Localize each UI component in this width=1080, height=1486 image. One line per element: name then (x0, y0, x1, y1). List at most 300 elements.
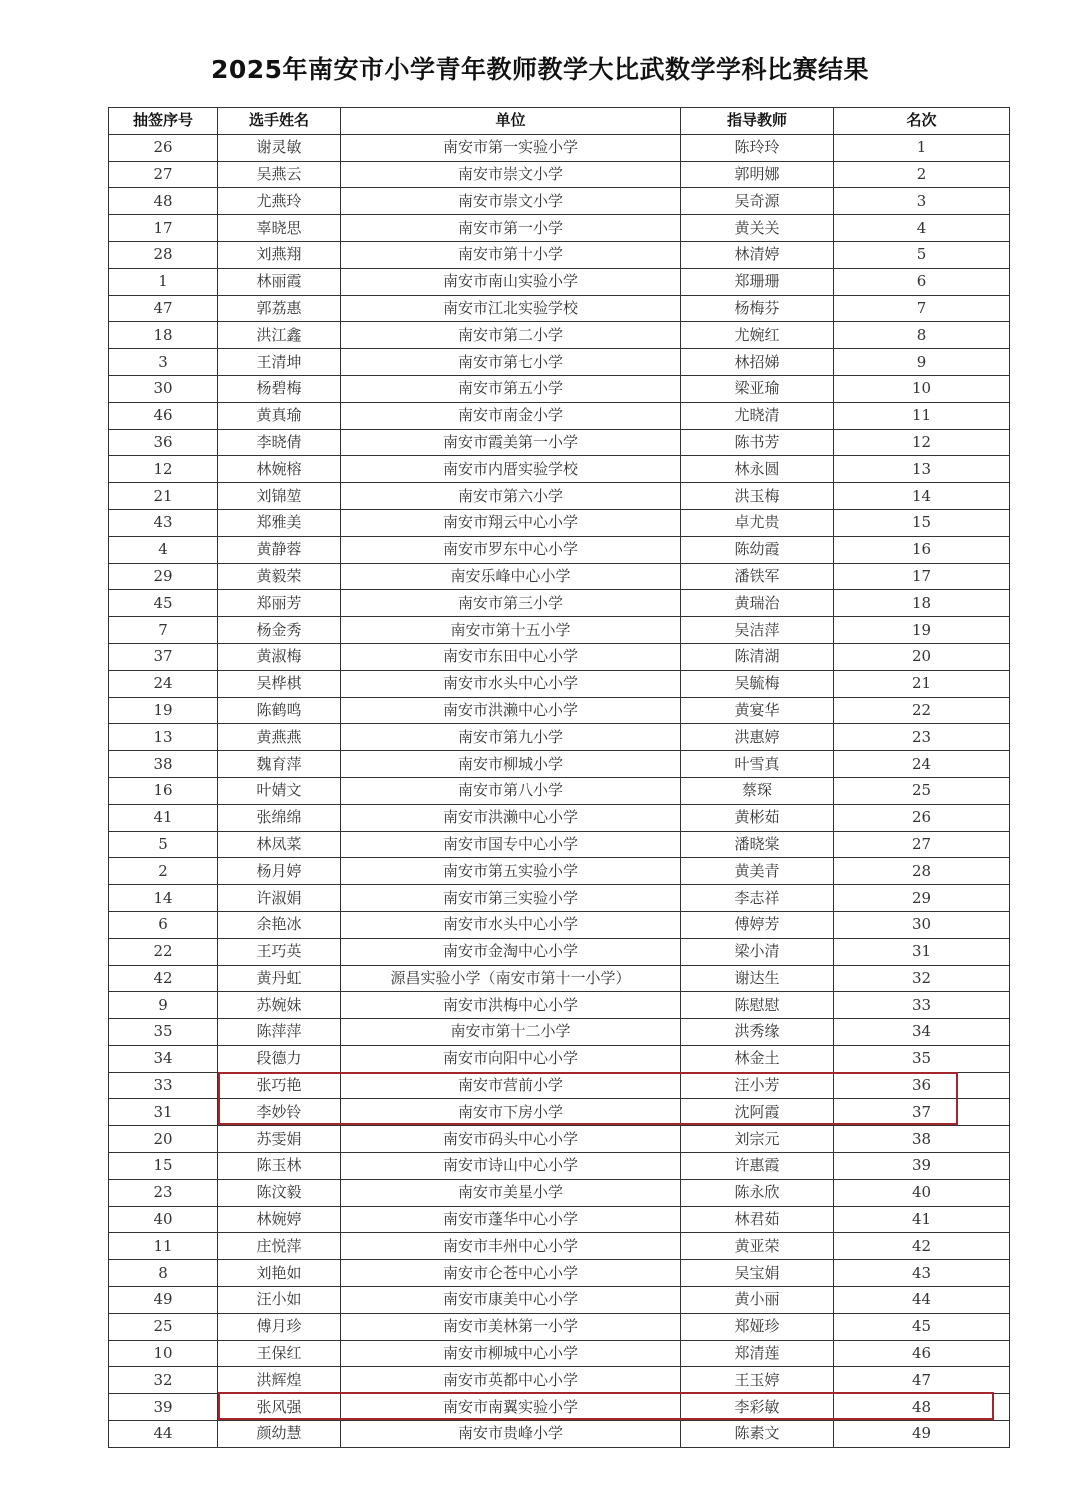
table-row (109, 349, 1010, 376)
rank-cell: 14 (834, 483, 1010, 510)
contestant-name-cell: 洪辉煌 (218, 1367, 341, 1394)
rank-cell: 36 (834, 1072, 1010, 1099)
school-cell: 南安市洪濑中心小学 (341, 804, 681, 831)
contestant-name-cell: 郭荔惠 (218, 295, 341, 322)
rank-cell: 46 (834, 1340, 1010, 1367)
table-row (109, 992, 1010, 1019)
contestant-name-cell: 辜晓思 (218, 215, 341, 242)
rank-cell: 37 (834, 1099, 1010, 1126)
school-cell: 南安市美星小学 (341, 1179, 681, 1206)
table-row (109, 670, 1010, 697)
table-row (109, 241, 1010, 268)
table-row (109, 724, 1010, 751)
rank-cell: 4 (834, 215, 1010, 242)
contestant-name-cell: 林丽霞 (218, 268, 341, 295)
mentor-cell: 郑清莲 (681, 1340, 834, 1367)
school-cell: 南安市仑苍中心小学 (341, 1260, 681, 1287)
draw-number-cell: 35 (109, 1019, 218, 1046)
contestant-name-cell: 林凤菜 (218, 831, 341, 858)
mentor-cell: 许惠霞 (681, 1153, 834, 1180)
school-cell: 南安市水头中心小学 (341, 911, 681, 938)
school-cell: 南安市第一实验小学 (341, 134, 681, 161)
draw-number-cell: 4 (109, 536, 218, 563)
school-cell: 南安市罗东中心小学 (341, 536, 681, 563)
draw-number-cell: 29 (109, 563, 218, 590)
contestant-name-cell: 段德力 (218, 1045, 341, 1072)
contestant-name-cell: 李妙铃 (218, 1099, 341, 1126)
mentor-cell: 陈素文 (681, 1421, 834, 1448)
rank-cell: 7 (834, 295, 1010, 322)
mentor-cell: 洪惠婷 (681, 724, 834, 751)
rank-cell: 22 (834, 697, 1010, 724)
rank-cell: 45 (834, 1313, 1010, 1340)
contestant-name-cell: 吴桦棋 (218, 670, 341, 697)
school-cell: 南安市崇文小学 (341, 161, 681, 188)
contestant-name-cell: 林婉婷 (218, 1206, 341, 1233)
mentor-cell: 李彩敏 (681, 1394, 834, 1421)
school-cell: 南安市康美中心小学 (341, 1287, 681, 1314)
draw-number-cell: 9 (109, 992, 218, 1019)
mentor-cell: 梁亚瑜 (681, 375, 834, 402)
table-row (109, 1045, 1010, 1072)
draw-number-cell: 10 (109, 1340, 218, 1367)
mentor-cell: 王玉婷 (681, 1367, 834, 1394)
draw-number-cell: 39 (109, 1394, 218, 1421)
mentor-cell: 陈清湖 (681, 643, 834, 670)
school-cell: 南安市蓬华中心小学 (341, 1206, 681, 1233)
draw-number-cell: 40 (109, 1206, 218, 1233)
rank-cell: 3 (834, 188, 1010, 215)
contestant-name-cell: 刘锦堃 (218, 483, 341, 510)
school-cell: 南安市第三小学 (341, 590, 681, 617)
mentor-cell: 黄彬茹 (681, 804, 834, 831)
school-cell: 南安市东田中心小学 (341, 643, 681, 670)
school-cell: 南安市内厝实验学校 (341, 456, 681, 483)
mentor-cell: 林招娣 (681, 349, 834, 376)
draw-number-cell: 11 (109, 1233, 218, 1260)
rank-cell: 6 (834, 268, 1010, 295)
header-rank: 名次 (834, 108, 1010, 135)
table-row (109, 483, 1010, 510)
rank-cell: 49 (834, 1421, 1010, 1448)
table-row (109, 804, 1010, 831)
mentor-cell: 陈永欣 (681, 1179, 834, 1206)
mentor-cell: 刘宗元 (681, 1126, 834, 1153)
draw-number-cell: 15 (109, 1153, 218, 1180)
rank-cell: 13 (834, 456, 1010, 483)
mentor-cell: 洪秀缘 (681, 1019, 834, 1046)
school-cell: 南安市丰州中心小学 (341, 1233, 681, 1260)
school-cell: 南安市第九小学 (341, 724, 681, 751)
rank-cell: 11 (834, 402, 1010, 429)
contestant-name-cell: 谢灵敏 (218, 134, 341, 161)
rank-cell: 1 (834, 134, 1010, 161)
table-row (109, 429, 1010, 456)
rank-cell: 47 (834, 1367, 1010, 1394)
contestant-name-cell: 颜幼慧 (218, 1421, 341, 1448)
draw-number-cell: 6 (109, 911, 218, 938)
table-row (109, 509, 1010, 536)
contestant-name-cell: 陈汶毅 (218, 1179, 341, 1206)
table-row (109, 965, 1010, 992)
table-row (109, 697, 1010, 724)
mentor-cell: 吴毓梅 (681, 670, 834, 697)
contestant-name-cell: 林婉榕 (218, 456, 341, 483)
rank-cell: 32 (834, 965, 1010, 992)
mentor-cell: 汪小芳 (681, 1072, 834, 1099)
rank-cell: 39 (834, 1153, 1010, 1180)
table-row (109, 402, 1010, 429)
draw-number-cell: 18 (109, 322, 218, 349)
mentor-cell: 傅婷芳 (681, 911, 834, 938)
school-cell: 南安市第十小学 (341, 241, 681, 268)
header-draw-number: 抽签序号 (109, 108, 218, 135)
draw-number-cell: 45 (109, 590, 218, 617)
rank-cell: 42 (834, 1233, 1010, 1260)
contestant-name-cell: 尤燕玲 (218, 188, 341, 215)
school-cell: 南安市南山实验小学 (341, 268, 681, 295)
school-cell: 南安市英都中心小学 (341, 1367, 681, 1394)
school-cell: 南安市翔云中心小学 (341, 509, 681, 536)
rank-cell: 30 (834, 911, 1010, 938)
school-cell: 南安市第七小学 (341, 349, 681, 376)
draw-number-cell: 49 (109, 1287, 218, 1314)
mentor-cell: 卓尤贵 (681, 509, 834, 536)
rank-cell: 16 (834, 536, 1010, 563)
draw-number-cell: 33 (109, 1072, 218, 1099)
draw-number-cell: 38 (109, 751, 218, 778)
rank-cell: 9 (834, 349, 1010, 376)
mentor-cell: 黄宴华 (681, 697, 834, 724)
header-school: 单位 (341, 108, 681, 135)
rank-cell: 31 (834, 938, 1010, 965)
contestant-name-cell: 郑丽芳 (218, 590, 341, 617)
contestant-name-cell: 李晓倩 (218, 429, 341, 456)
contestant-name-cell: 刘燕翔 (218, 241, 341, 268)
table-row (109, 1072, 1010, 1099)
draw-number-cell: 25 (109, 1313, 218, 1340)
draw-number-cell: 24 (109, 670, 218, 697)
rank-cell: 2 (834, 161, 1010, 188)
table-row (109, 1019, 1010, 1046)
rank-cell: 8 (834, 322, 1010, 349)
mentor-cell: 杨梅芬 (681, 295, 834, 322)
table-row (109, 1394, 1010, 1421)
table-row (109, 1367, 1010, 1394)
draw-number-cell: 26 (109, 134, 218, 161)
table-row (109, 1287, 1010, 1314)
mentor-cell: 梁小清 (681, 938, 834, 965)
mentor-cell: 黄美青 (681, 858, 834, 885)
draw-number-cell: 31 (109, 1099, 218, 1126)
mentor-cell: 郑娅珍 (681, 1313, 834, 1340)
rank-cell: 35 (834, 1045, 1010, 1072)
rank-cell: 5 (834, 241, 1010, 268)
contestant-name-cell: 黄燕燕 (218, 724, 341, 751)
school-cell: 南安市第三实验小学 (341, 885, 681, 912)
draw-number-cell: 48 (109, 188, 218, 215)
rank-cell: 20 (834, 643, 1010, 670)
rank-cell: 33 (834, 992, 1010, 1019)
school-cell: 南安市第十二小学 (341, 1019, 681, 1046)
table-row (109, 536, 1010, 563)
table-row (109, 456, 1010, 483)
contestant-name-cell: 王保红 (218, 1340, 341, 1367)
school-cell: 南安市崇文小学 (341, 188, 681, 215)
draw-number-cell: 13 (109, 724, 218, 751)
mentor-cell: 尤婉红 (681, 322, 834, 349)
school-cell: 南安市南金小学 (341, 402, 681, 429)
contestant-name-cell: 陈萍萍 (218, 1019, 341, 1046)
school-cell: 南安乐峰中心小学 (341, 563, 681, 590)
draw-number-cell: 2 (109, 858, 218, 885)
contestant-name-cell: 黄毅荣 (218, 563, 341, 590)
mentor-cell: 沈阿霞 (681, 1099, 834, 1126)
rank-cell: 12 (834, 429, 1010, 456)
draw-number-cell: 47 (109, 295, 218, 322)
school-cell: 南安市柳城中心小学 (341, 1340, 681, 1367)
mentor-cell: 林君茹 (681, 1206, 834, 1233)
page-title: 2025年南安市小学青年教师教学大比武数学学科比赛结果 (210, 55, 870, 84)
draw-number-cell: 42 (109, 965, 218, 992)
school-cell: 南安市水头中心小学 (341, 670, 681, 697)
draw-number-cell: 44 (109, 1421, 218, 1448)
draw-number-cell: 14 (109, 885, 218, 912)
rank-cell: 43 (834, 1260, 1010, 1287)
mentor-cell: 黄瑞治 (681, 590, 834, 617)
draw-number-cell: 37 (109, 643, 218, 670)
mentor-cell: 吴洁萍 (681, 617, 834, 644)
rank-cell: 10 (834, 375, 1010, 402)
draw-number-cell: 27 (109, 161, 218, 188)
draw-number-cell: 32 (109, 1367, 218, 1394)
table-row (109, 643, 1010, 670)
draw-number-cell: 5 (109, 831, 218, 858)
contestant-name-cell: 汪小如 (218, 1287, 341, 1314)
table-row (109, 268, 1010, 295)
draw-number-cell: 28 (109, 241, 218, 268)
school-cell: 南安市美林第一小学 (341, 1313, 681, 1340)
header-mentor: 指导教师 (681, 108, 834, 135)
table-row (109, 1233, 1010, 1260)
contestant-name-cell: 庄悦萍 (218, 1233, 341, 1260)
mentor-cell: 尤晓清 (681, 402, 834, 429)
rank-cell: 24 (834, 751, 1010, 778)
contestant-name-cell: 余艳冰 (218, 911, 341, 938)
contestant-name-cell: 王清坤 (218, 349, 341, 376)
draw-number-cell: 20 (109, 1126, 218, 1153)
mentor-cell: 林清婷 (681, 241, 834, 268)
mentor-cell: 蔡琛 (681, 777, 834, 804)
contestant-name-cell: 刘艳如 (218, 1260, 341, 1287)
contestant-name-cell: 张巧艳 (218, 1072, 341, 1099)
contestant-name-cell: 苏雯娟 (218, 1126, 341, 1153)
mentor-cell: 黄亚荣 (681, 1233, 834, 1260)
rank-cell: 48 (834, 1394, 1010, 1421)
school-cell: 南安市贵峰小学 (341, 1421, 681, 1448)
header-contestant-name: 选手姓名 (218, 108, 341, 135)
contestant-name-cell: 傅月珍 (218, 1313, 341, 1340)
table-row (109, 375, 1010, 402)
draw-number-cell: 23 (109, 1179, 218, 1206)
school-cell: 南安市柳城小学 (341, 751, 681, 778)
draw-number-cell: 8 (109, 1260, 218, 1287)
contestant-name-cell: 许淑娟 (218, 885, 341, 912)
mentor-cell: 郑珊珊 (681, 268, 834, 295)
draw-number-cell: 36 (109, 429, 218, 456)
school-cell: 南安市第八小学 (341, 777, 681, 804)
table-row (109, 858, 1010, 885)
rank-cell: 17 (834, 563, 1010, 590)
draw-number-cell: 46 (109, 402, 218, 429)
mentor-cell: 黄关关 (681, 215, 834, 242)
school-cell: 南安市国专中心小学 (341, 831, 681, 858)
rank-cell: 44 (834, 1287, 1010, 1314)
contestant-name-cell: 郑雅美 (218, 509, 341, 536)
mentor-cell: 李志祥 (681, 885, 834, 912)
rank-cell: 19 (834, 617, 1010, 644)
contestant-name-cell: 黄真瑜 (218, 402, 341, 429)
contestant-name-cell: 杨碧梅 (218, 375, 341, 402)
results-table (108, 107, 1010, 1448)
contestant-name-cell: 陈鹤鸣 (218, 697, 341, 724)
mentor-cell: 潘晓棠 (681, 831, 834, 858)
rank-cell: 38 (834, 1126, 1010, 1153)
school-cell: 南安市第五小学 (341, 375, 681, 402)
draw-number-cell: 16 (109, 777, 218, 804)
rank-cell: 28 (834, 858, 1010, 885)
contestant-name-cell: 苏婉妹 (218, 992, 341, 1019)
rank-cell: 18 (834, 590, 1010, 617)
draw-number-cell: 3 (109, 349, 218, 376)
rank-cell: 29 (834, 885, 1010, 912)
contestant-name-cell: 魏育萍 (218, 751, 341, 778)
school-cell: 南安市金淘中心小学 (341, 938, 681, 965)
mentor-cell: 陈慰慰 (681, 992, 834, 1019)
draw-number-cell: 43 (109, 509, 218, 536)
table-row (109, 1313, 1010, 1340)
draw-number-cell: 41 (109, 804, 218, 831)
table-row (109, 188, 1010, 215)
contestant-name-cell: 杨月婷 (218, 858, 341, 885)
contestant-name-cell: 杨金秀 (218, 617, 341, 644)
draw-number-cell: 21 (109, 483, 218, 510)
draw-number-cell: 12 (109, 456, 218, 483)
mentor-cell: 潘铁军 (681, 563, 834, 590)
school-cell: 南安市第二小学 (341, 322, 681, 349)
draw-number-cell: 1 (109, 268, 218, 295)
mentor-cell: 谢达生 (681, 965, 834, 992)
rank-cell: 26 (834, 804, 1010, 831)
table-row (109, 563, 1010, 590)
contestant-name-cell: 叶婧文 (218, 777, 341, 804)
contestant-name-cell: 黄静蓉 (218, 536, 341, 563)
table-row (109, 938, 1010, 965)
contestant-name-cell: 黄丹虹 (218, 965, 341, 992)
school-cell: 南安市码头中心小学 (341, 1126, 681, 1153)
contestant-name-cell: 张绵绵 (218, 804, 341, 831)
school-cell: 南安市诗山中心小学 (341, 1153, 681, 1180)
contestant-name-cell: 陈玉林 (218, 1153, 341, 1180)
table-row (109, 1260, 1010, 1287)
rank-cell: 23 (834, 724, 1010, 751)
mentor-cell: 陈幼霞 (681, 536, 834, 563)
table-row (109, 751, 1010, 778)
contestant-name-cell: 黄淑梅 (218, 643, 341, 670)
mentor-cell: 吴宝娟 (681, 1260, 834, 1287)
school-cell: 南安市南翼实验小学 (341, 1394, 681, 1421)
table-row (109, 617, 1010, 644)
table-row (109, 911, 1010, 938)
mentor-cell: 黄小丽 (681, 1287, 834, 1314)
school-cell: 南安市洪梅中心小学 (341, 992, 681, 1019)
draw-number-cell: 30 (109, 375, 218, 402)
school-cell: 源昌实验小学（南安市第十一小学） (341, 965, 681, 992)
school-cell: 南安市下房小学 (341, 1099, 681, 1126)
mentor-cell: 郭明娜 (681, 161, 834, 188)
table-row (109, 1206, 1010, 1233)
school-cell: 南安市营前小学 (341, 1072, 681, 1099)
rank-cell: 34 (834, 1019, 1010, 1046)
table-row (109, 590, 1010, 617)
table-row (109, 1099, 1010, 1126)
school-cell: 南安市洪濑中心小学 (341, 697, 681, 724)
school-cell: 南安市第六小学 (341, 483, 681, 510)
draw-number-cell: 22 (109, 938, 218, 965)
rank-cell: 41 (834, 1206, 1010, 1233)
school-cell: 南安市第五实验小学 (341, 858, 681, 885)
mentor-cell: 叶雪真 (681, 751, 834, 778)
mentor-cell: 陈书芳 (681, 429, 834, 456)
table-row (109, 885, 1010, 912)
table-row (109, 1153, 1010, 1180)
table-row (109, 777, 1010, 804)
school-cell: 南安市第十五小学 (341, 617, 681, 644)
school-cell: 南安市向阳中心小学 (341, 1045, 681, 1072)
contestant-name-cell: 洪江鑫 (218, 322, 341, 349)
mentor-cell: 林永圆 (681, 456, 834, 483)
school-cell: 南安市江北实验学校 (341, 295, 681, 322)
contestant-name-cell: 王巧英 (218, 938, 341, 965)
table-body (109, 134, 1010, 1447)
table-row (109, 1340, 1010, 1367)
table-row (109, 215, 1010, 242)
table-row (109, 1179, 1010, 1206)
mentor-cell: 陈玲玲 (681, 134, 834, 161)
mentor-cell: 林金土 (681, 1045, 834, 1072)
header-row (109, 108, 1010, 135)
draw-number-cell: 7 (109, 617, 218, 644)
draw-number-cell: 17 (109, 215, 218, 242)
table-row (109, 134, 1010, 161)
school-cell: 南安市霞美第一小学 (341, 429, 681, 456)
rank-cell: 40 (834, 1179, 1010, 1206)
mentor-cell: 洪玉梅 (681, 483, 834, 510)
draw-number-cell: 34 (109, 1045, 218, 1072)
school-cell: 南安市第一小学 (341, 215, 681, 242)
rank-cell: 25 (834, 777, 1010, 804)
mentor-cell: 吴奇源 (681, 188, 834, 215)
table-row (109, 1126, 1010, 1153)
rank-cell: 21 (834, 670, 1010, 697)
draw-number-cell: 19 (109, 697, 218, 724)
table-row (109, 161, 1010, 188)
table-row (109, 295, 1010, 322)
table-row (109, 322, 1010, 349)
table-row (109, 1421, 1010, 1448)
table-row (109, 831, 1010, 858)
contestant-name-cell: 张风强 (218, 1394, 341, 1421)
